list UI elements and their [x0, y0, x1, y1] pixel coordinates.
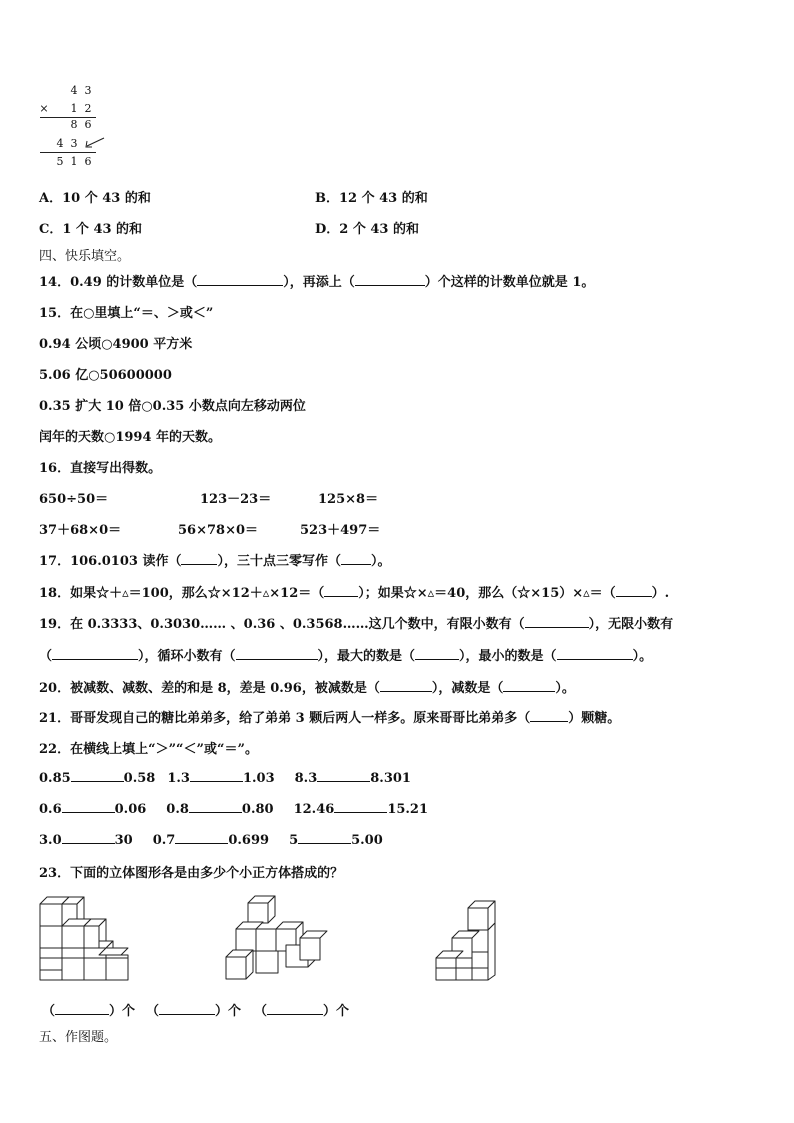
answer-blank[interactable]: [175, 832, 228, 844]
answer-blank[interactable]: [503, 680, 555, 692]
compare-left: 0.85: [39, 771, 71, 786]
q19-text-f: ），最小的数是（: [459, 649, 557, 664]
compare-left: 0.6: [39, 802, 62, 817]
compare-right: 8.301: [370, 771, 411, 786]
q17-text-b: ），三十点三零写作（: [217, 554, 341, 569]
answer-blank[interactable]: [557, 648, 633, 660]
option-a: A．10 个 43 的和: [39, 191, 151, 206]
question-17: [39, 550, 391, 569]
compare-right: 0.699: [228, 833, 270, 848]
compare-row: [39, 832, 383, 848]
cube-figure-2: [224, 893, 328, 987]
answer-blank[interactable]: [380, 680, 432, 692]
q21-text-b: ）颗糖。: [568, 711, 621, 726]
q14-text-b: ），再添上（: [283, 275, 355, 290]
question-22-title: 22．在横线上填上“＞”“＜”或“＝”。: [39, 742, 258, 757]
compare-left: 0.8: [166, 802, 189, 817]
question-19-line-2: [39, 645, 652, 664]
digit: 4: [56, 137, 64, 150]
question-18: [39, 582, 669, 601]
q23-answer-2: [146, 1000, 241, 1019]
digit: 5: [56, 155, 64, 168]
digit: 3: [70, 137, 78, 150]
compare-right: 0.80: [241, 802, 274, 817]
answer-blank[interactable]: [197, 274, 283, 286]
compare-left: 1.3: [167, 771, 190, 786]
section-heading: 四、快乐填空。: [39, 249, 131, 264]
paren-open: （: [42, 1004, 56, 1019]
q17-text-c: ）。: [370, 554, 391, 569]
times-sign: ×: [39, 102, 49, 115]
q15-line-2: 5.06 亿○50600000: [39, 368, 172, 383]
paren-close: ）个: [109, 1004, 136, 1019]
answer-blank[interactable]: [181, 553, 217, 565]
calc-item: 125×8＝: [318, 492, 379, 507]
q14-text-a: 14．0.49 的计数单位是（: [39, 275, 198, 290]
digit: 8: [70, 118, 78, 131]
question-16-title: 16．直接写出得数。: [39, 461, 162, 476]
digit: 2: [84, 102, 92, 115]
answer-blank[interactable]: [159, 1003, 215, 1015]
answer-blank[interactable]: [324, 585, 358, 597]
question-21: [39, 707, 620, 726]
section-heading: 五、作图题。: [39, 1030, 118, 1045]
digit: 1: [70, 155, 78, 168]
q20-text-b: ），减数是（: [431, 681, 504, 696]
compare-row: [39, 770, 411, 786]
answer-blank[interactable]: [55, 1003, 109, 1015]
answer-blank[interactable]: [341, 553, 371, 565]
option-d: D．2 个 43 的和: [315, 222, 419, 237]
compare-right: 15.21: [387, 802, 429, 817]
q19-text-c: （: [39, 649, 53, 664]
q19-text-g: ）。: [632, 649, 653, 664]
q15-line-3: 0.35 扩大 10 倍○0.35 小数点向左移动两位: [39, 399, 306, 414]
calc-item: 37＋68×0＝: [39, 523, 122, 538]
q17-text-a: 17．106.0103 读作（: [39, 554, 182, 569]
option-b: B．12 个 43 的和: [315, 191, 428, 206]
digit: 4: [70, 84, 78, 97]
answer-blank[interactable]: [530, 710, 568, 722]
compare-right: 5.00: [351, 833, 383, 848]
question-15-title: 15．在○里填上“＝、＞或＜”: [39, 306, 214, 321]
cube-figure-3: [432, 899, 504, 985]
answer-blank[interactable]: [415, 648, 459, 660]
paren-close: ）个: [215, 1004, 242, 1019]
q14-text-c: ）个这样的计数单位就是 1。: [424, 275, 595, 290]
answer-blank[interactable]: [189, 801, 242, 813]
q15-line-4: 闰年的天数○1994 年的天数。: [39, 430, 222, 445]
answer-blank[interactable]: [317, 770, 370, 782]
digit: 1: [70, 102, 78, 115]
answer-blank[interactable]: [236, 648, 318, 660]
q20-text-a: 20．被减数、减数、差的和是 8，差是 0.96，被减数是（: [39, 681, 380, 696]
q18-text-c: ）.: [651, 586, 670, 601]
compare-left: 3.0: [39, 833, 62, 848]
digit: 6: [84, 155, 92, 168]
paren-open: （: [254, 1004, 268, 1019]
answer-blank[interactable]: [267, 1003, 323, 1015]
compare-right: 1.03: [242, 771, 275, 786]
question-14: [39, 271, 594, 290]
calc-item: 523＋497＝: [300, 523, 381, 538]
answer-blank[interactable]: [52, 648, 138, 660]
paren-close: ）个: [323, 1004, 350, 1019]
calc-item: 123－23＝: [200, 492, 272, 507]
answer-blank[interactable]: [62, 832, 115, 844]
answer-blank[interactable]: [190, 770, 243, 782]
rule-line: [40, 152, 96, 153]
option-c: C．1 个 43 的和: [39, 222, 143, 237]
arrow-icon: [84, 136, 106, 150]
q23-answer-1: [42, 1000, 135, 1019]
answer-blank[interactable]: [355, 274, 425, 286]
paren-open: （: [146, 1004, 160, 1019]
answer-blank[interactable]: [62, 801, 115, 813]
q18-text-a: 18．如果☆＋▵＝100，那么☆×12＋▵×12＝（: [39, 586, 325, 601]
q23-answer-3: [254, 1000, 349, 1019]
digit: 3: [84, 84, 92, 97]
compare-left: 8.3: [294, 771, 318, 786]
q19-text-b: ），无限小数有: [588, 617, 674, 632]
q18-text-b: ）；如果☆×▵＝40，那么（☆×15）×▵＝（: [358, 586, 616, 601]
compare-row: [39, 801, 428, 817]
answer-blank[interactable]: [616, 585, 652, 597]
q21-text-a: 21．哥哥发现自己的糖比弟弟多，给了弟弟 3 颗后两人一样多。原来哥哥比弟弟多（: [39, 711, 531, 726]
question-19-line-1: [39, 613, 673, 632]
calc-item: 56×78×0＝: [178, 523, 259, 538]
answer-blank[interactable]: [298, 832, 351, 844]
q19-text-a: 19．在 0.3333、0.3030…… 、0.36 、0.3568……这几个数中，有限小数有（: [39, 617, 525, 632]
answer-blank[interactable]: [525, 616, 589, 628]
cube-figure-1: [36, 895, 132, 987]
question-20: [39, 677, 575, 696]
compare-left: 0.7: [152, 833, 176, 848]
digit: 6: [84, 118, 92, 131]
calc-item: 650÷50＝: [39, 492, 109, 507]
q19-text-e: ），最大的数是（: [317, 649, 416, 664]
question-23-title: 23．下面的立体图形各是由多少个小正方体搭成的？: [39, 866, 344, 881]
compare-left: 12.46: [293, 802, 335, 817]
compare-right: 0.58: [123, 771, 156, 786]
answer-blank[interactable]: [71, 770, 124, 782]
q19-text-d: ），循环小数有（: [138, 649, 236, 664]
compare-left: 5: [289, 833, 299, 848]
compare-right: 0.06: [114, 802, 147, 817]
compare-right: 30: [114, 833, 133, 848]
q15-line-1: 0.94 公顷○4900 平方米: [39, 337, 193, 352]
answer-blank[interactable]: [334, 801, 387, 813]
q20-text-c: ）。: [555, 681, 575, 696]
